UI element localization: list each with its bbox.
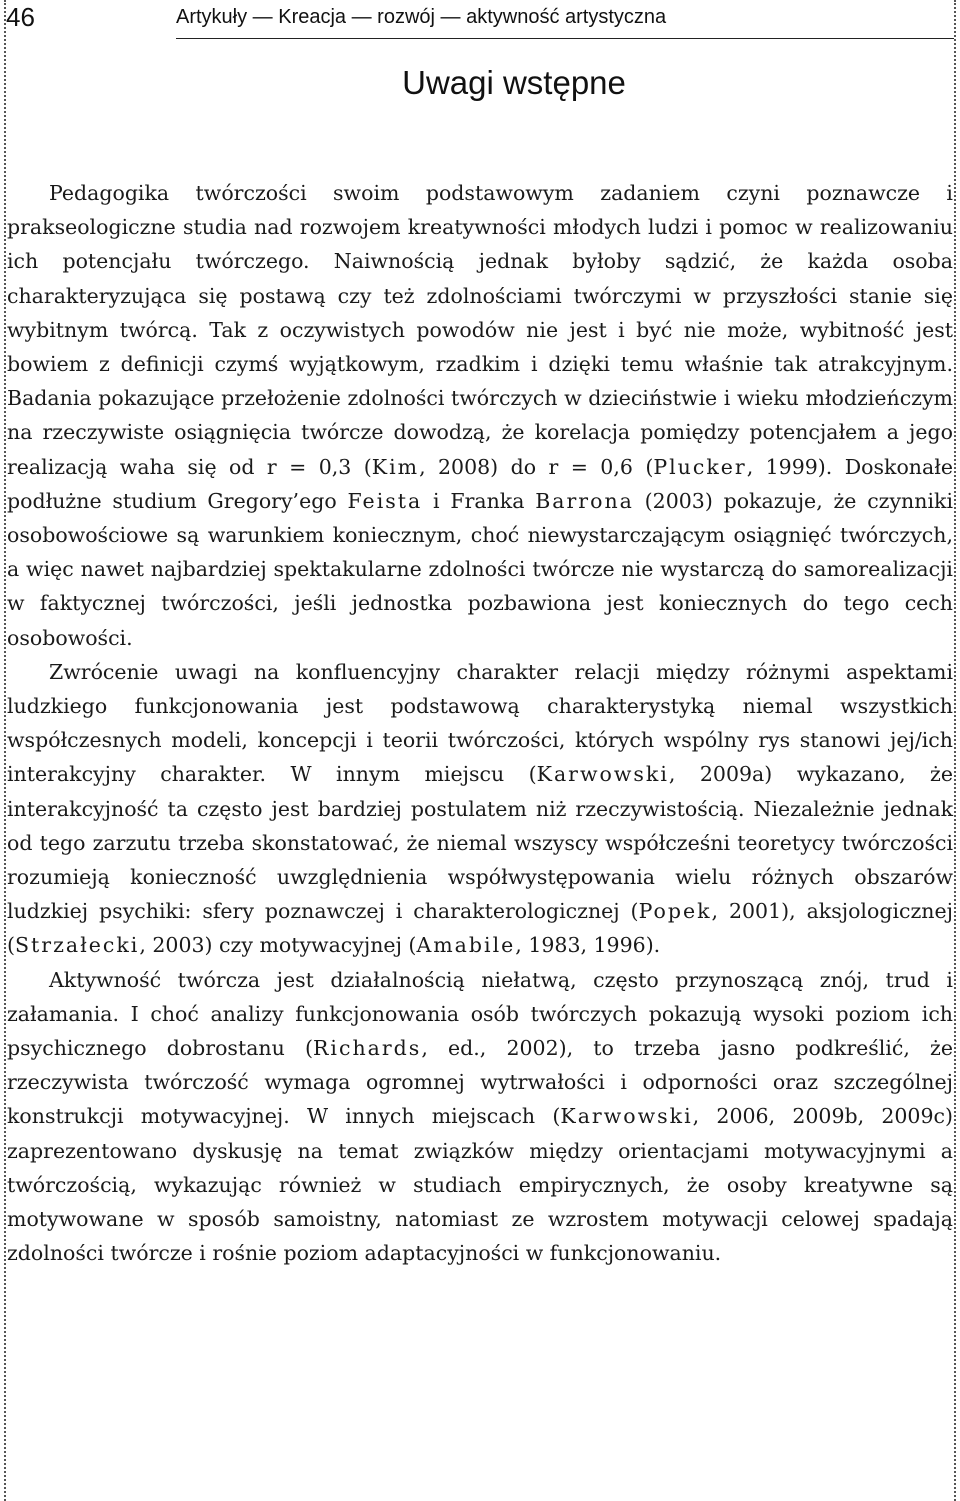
- author-citation: Plucker: [653, 454, 747, 479]
- paragraph-1: [7, 176, 953, 655]
- right-dotted-border: [954, 0, 956, 1501]
- text-run: , 2006, 2009b, 2009c) zaprezentowano dyskusję na temat związków między orientacjami motywacyjnymi a twórczością, wykazując również w studiach empirycznych, że osoby kreatywne są motywowane w sposób samoistny, natomiast ze wzrostem motywacji celowej spadają zdolności twórcze i rośnie poziom adaptacyjności w funkcjonowaniu.: [7, 1104, 954, 1266]
- text-run: Pedagogika twórczości swoim podstawowym zadaniem czyni poznawcze i prakseologiczne studia nad rozwojem kreatywności młodych ludzi i pomoc w realizowaniu ich potencjału twórczego. Naiwnością jednak byłoby sądzić, że każda osoba charakteryzująca się postawą czy też zdolnościami twórczymi w przyszłości stanie się wybitnym twórcą. Tak z oczywistych powodów nie jest i być nie może, wybitność jest bowiem z definicji czymś wyjątkowym, rzadkim i dzięki temu właśnie tak atrakcyjnym. Badania pokazujące przełożenie zdolności twórczych w dzieciństwie i wieku młodzieńczym na rzeczywiste osiągnięcia twórcze dowodzą, że korelacja pomiędzy potencjałem a jego realizacją waha się od r = 0,3 (: [7, 181, 953, 479]
- paragraph-2: [7, 655, 953, 963]
- text-run: , 1983, 1996).: [515, 933, 661, 958]
- text-run: , 2008) do r = 0,6 (: [419, 454, 654, 479]
- author-citation: Popek: [638, 899, 712, 924]
- author-citation: Karwowski: [536, 762, 669, 787]
- text-run: , 2001), aksjologicznej (: [7, 899, 953, 958]
- header-rule: [176, 38, 954, 39]
- text-run: , 2009a) wykazano, że interakcyjność ta często jest bardziej postulatem niż rzeczywistością. Niezależnie jednak od tego zarzutu trzeba skonstatować, że niemal wszyscy współcześni teoretycy twórczości rozumieją konieczność uwzględnienia współwystępowania wielu różnych obszarów ludzkiej psychiki: sfery poznawczej i charakterologicznej (: [7, 762, 953, 924]
- author-citation: Richards: [312, 1036, 422, 1061]
- section-title-text: Uwagi wstępne: [402, 64, 626, 101]
- text-run: , 1999). Doskonałe podłużne studium Gregory’ego: [7, 454, 954, 513]
- page-header: [0, 2, 960, 36]
- left-dotted-border: [4, 0, 6, 1501]
- running-head: Artykuły — Kreacja — rozwój — aktywność artystyczna: [176, 6, 667, 28]
- author-citation: Karwowski: [560, 1104, 693, 1129]
- author-citation: Strzałecki: [15, 933, 140, 958]
- text-run: Aktywność twórcza jest działalnością niełatwą, często przynoszącą znój, trud i załamania. I choć analizy funkcjonowania osób twórczych pokazują wysoki poziom ich psychicznego dobrostanu (: [7, 967, 953, 1061]
- text-run: i Franka: [422, 488, 536, 513]
- author-citation: Kim: [371, 454, 420, 479]
- section-title: [0, 64, 960, 102]
- paragraph-3: [7, 963, 953, 1271]
- body-text: [7, 176, 953, 1271]
- text-run: (2003) pokazuje, że czynniki osobowościowe są warunkiem koniecznym, choć niewystarczającym osiągnięć twórczych, a więc nawet najbardziej spektakularne zdolności twórcze nie wystarczą do samorealizacji w faktycznej twórczości, jeśli jednostka pozbawiona jest koniecznych do tego cech osobowości.: [7, 488, 953, 650]
- text-run: Zwrócenie uwagi na konfluencyjny charakter relacji między różnymi aspektami ludzkiego funkcjonowania jest podstawową charakterystyką niemal wszystkich współczesnych modeli, koncepcji i teorii twórczości, których wspólny rys stanowi jej/ich interakcyjny charakter. W innym miejscu (: [7, 659, 953, 787]
- text-run: , ed., 2002), to trzeba jasno podkreślić, że rzeczywista twórczość wymaga ogromnej wytrwałości i odporności oraz szczególnej konstrukcji motywacyjnej. W innych miejscach (: [7, 1036, 953, 1129]
- author-citation: Feista: [347, 488, 423, 513]
- author-citation: Barrona: [535, 488, 634, 513]
- author-citation: Amabile: [416, 933, 516, 958]
- text-run: , 2003) czy motywacyjnej (: [139, 933, 417, 958]
- page-number: 46: [6, 2, 35, 32]
